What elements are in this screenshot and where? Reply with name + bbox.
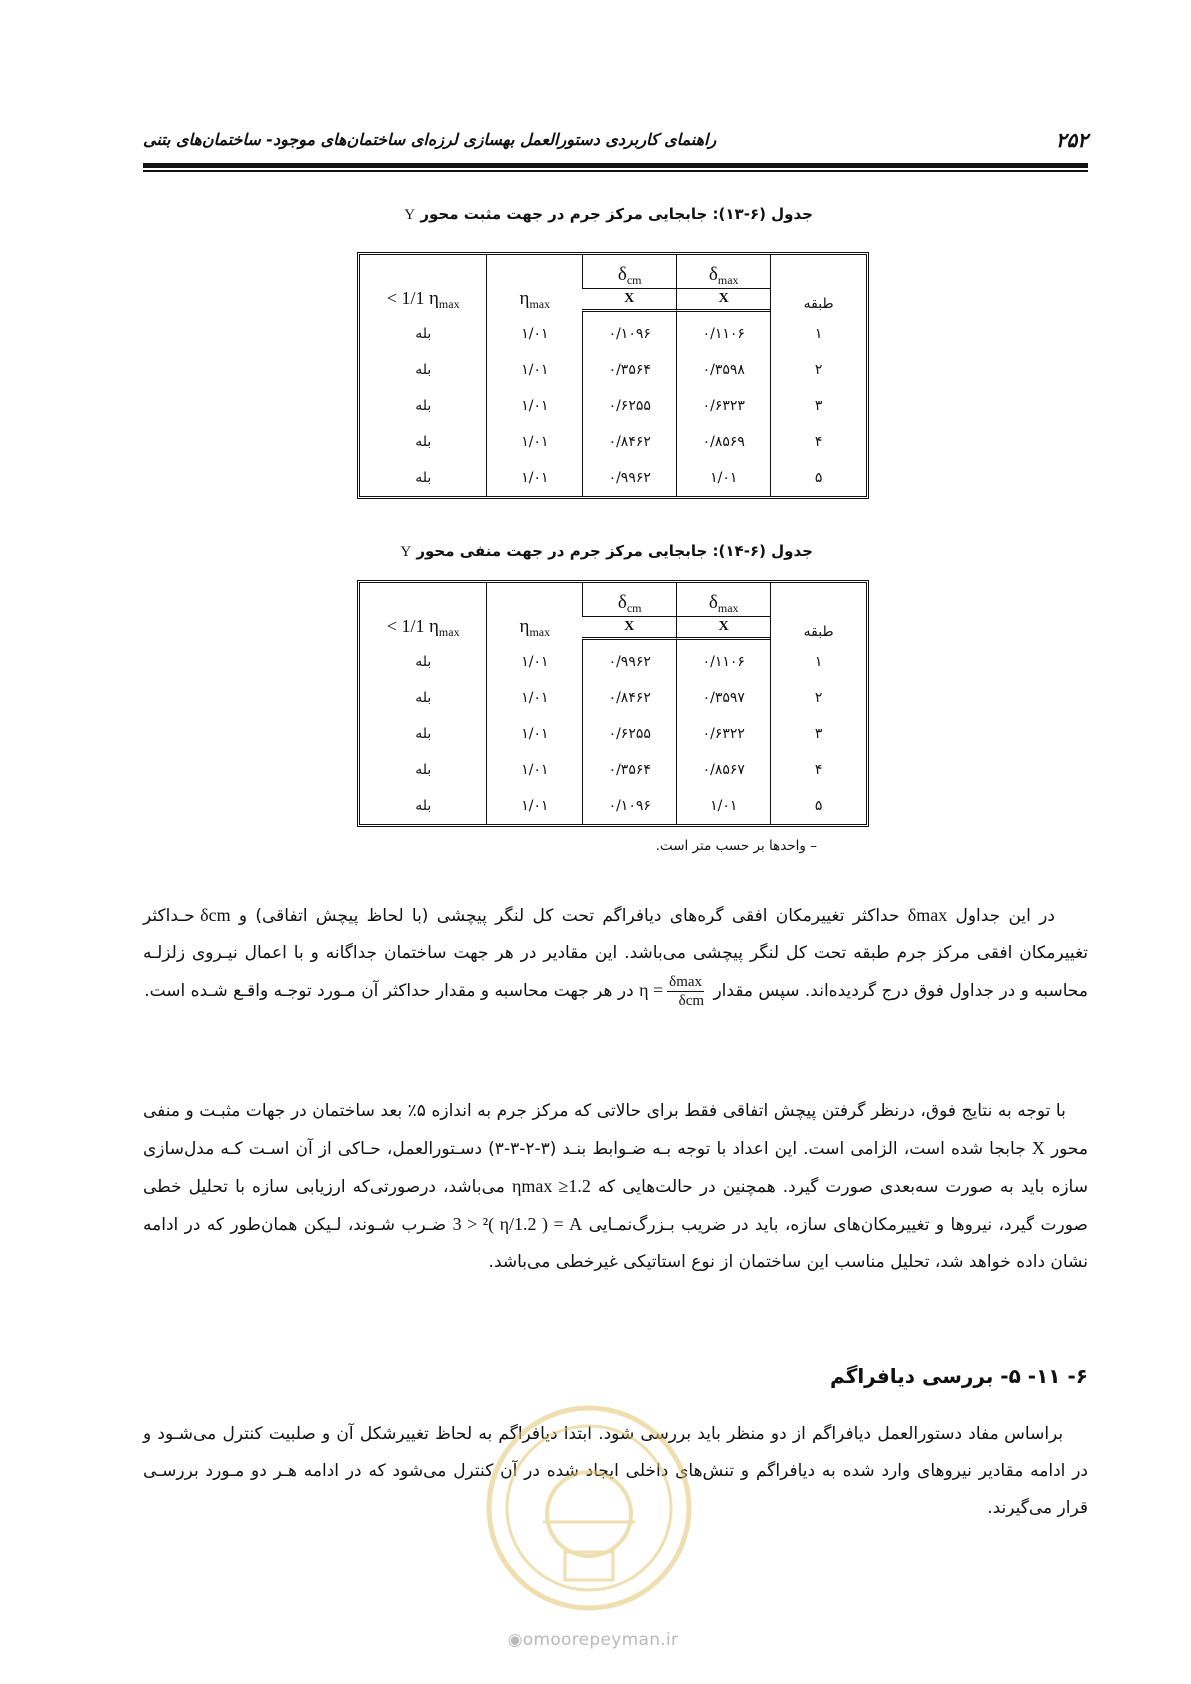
cell-delta-max: ۰/۳۵۹۷ [676, 680, 770, 716]
table-13-caption: جدول (۶-۱۳): جابجایی مرکز جرم در جهت مثبت محور Y [404, 205, 813, 223]
header-rule-thick [143, 163, 1088, 168]
table-row [360, 352, 866, 388]
cell-delta-max: ۰/۳۵۹۸ [676, 352, 770, 388]
header-story: طبقه [770, 583, 866, 640]
table-row [360, 388, 866, 424]
cell-check: بله [415, 398, 432, 414]
header-delta-max: δmax [676, 255, 770, 288]
amplification-formula: 3 > ²( η/1.2 ) = A [452, 1214, 583, 1234]
table-row [360, 460, 866, 496]
table-row [360, 424, 866, 460]
cell-delta-cm: ۰/۸۴۶۲ [582, 424, 676, 460]
cell-delta-max: ۰/۶۳۲۳ [676, 388, 770, 424]
cell-eta: ۱/۰۱ [486, 752, 582, 788]
cell-eta: ۱/۰۱ [486, 312, 582, 352]
header-direction-x: X [582, 616, 676, 640]
cell-story: ۵ [770, 788, 866, 824]
paragraph-results: با توجه به نتایج فوق، درنظر گرفتن پیچش اتفاقی فقط برای حالاتی که مرکز جرم به اندازه ۵٪ بعد ساختمان در جهات مثبـت و منفی محور X جابجا شده است، الزامی است. این اعداد با توجه بـه ضـوابط بنـد (۳-۲-۳-۳) دسـتورالعمل، حـاکی از آن اسـت کـه مدل‌سازی سازه باید به صورت سه‌بعدی صورت گیرد. همچنین در حالت‌هایی که ηmax ≥1.2 می‌باشد، درصورتی‌که ارزیابی سازه با تحلیل خطی صورت گیرد، نیروها و تغییرمکان‌های سازه، باید در ضریب بـزرگ‌نمـایی 3 > ²( η/1.2 ) = A ضـرب شـوند، لـیکن همان‌طور که در ادامه نشان داده خواهد شد، تحلیل مناسب این ساختمان از نوع استاتیکی غیرخطی می‌باشد. [143, 1101, 1089, 1272]
cell-delta-cm: ۰/۱۰۹۶ [582, 312, 676, 352]
cell-delta-max: ۰/۸۵۶۷ [676, 752, 770, 788]
cell-check: بله [415, 654, 432, 670]
cell-delta-cm: ۰/۹۹۶۲ [582, 460, 676, 496]
header-direction-x: X [582, 288, 676, 312]
cell-delta-max: ۰/۶۳۲۲ [676, 716, 770, 752]
cell-eta: ۱/۰۱ [486, 716, 582, 752]
table-row [360, 640, 866, 680]
header-eta-max: ηmax [486, 583, 582, 640]
header-condition: ηmax < 1/1 [386, 616, 460, 639]
cell-delta-cm: ۰/۶۲۵۵ [582, 388, 676, 424]
header-direction-x: X [676, 288, 770, 312]
cell-story: ۳ [770, 388, 866, 424]
header-condition: ηmax < 1/1 [386, 288, 460, 311]
cell-check: بله [415, 762, 432, 778]
cell-check: بله [415, 434, 432, 450]
header-delta-max: δmax [676, 583, 770, 616]
section-heading: ۶- ۱۱- ۵- بررسی دیافراگم [830, 1364, 1088, 1388]
cell-delta-cm: ۰/۱۰۹۶ [582, 788, 676, 824]
cell-delta-cm: ۰/۹۹۶۲ [582, 640, 676, 680]
cell-story: ۱ [770, 312, 866, 352]
cell-delta-cm: ۰/۳۵۶۴ [582, 752, 676, 788]
cell-delta-cm: ۰/۳۵۶۴ [582, 352, 676, 388]
cell-eta: ۱/۰۱ [486, 424, 582, 460]
cell-story: ۳ [770, 716, 866, 752]
cell-story: ۴ [770, 752, 866, 788]
header-title: راهنمای کاربردی دستورالعمل بهسازی لرزه‌ای ساختمان‌های موجود- ساختمان‌های بتنی [143, 130, 717, 149]
table-row [360, 312, 866, 352]
cell-check: بله [415, 362, 432, 378]
table-note: – واحدها بر حسب متر است. [655, 838, 817, 854]
cell-story: ۵ [770, 460, 866, 496]
paragraph-diaphragm: براساس مفاد دستورالعمل دیافراگم از دو منظر باید بررسی شود. ابتدا دیافراگم به لحاظ تغییرشکل آن و صلبیت کنترل می‌شـود و در ادامه مقادیر نیروهای وارد شده به دیافراگم و تنش‌های داخلی ایجاد شده در آن کنترل می‌شود که در ادامه هـر دو مـورد بررسـی قرار می‌گیرند. [143, 1424, 1088, 1518]
cell-delta-max: ۱/۰۱ [676, 460, 770, 496]
header-direction-x: X [676, 616, 770, 640]
cell-eta: ۱/۰۱ [486, 640, 582, 680]
watermark-seal-icon [483, 1402, 695, 1614]
watermark-site: ◉omoorepeyman.ir [507, 1630, 679, 1650]
page-number: ۲۵۲ [1055, 128, 1088, 152]
cell-delta-max: ۰/۸۵۶۹ [676, 424, 770, 460]
cell-check: بله [415, 798, 432, 814]
cell-eta: ۱/۰۱ [486, 388, 582, 424]
cell-check: بله [415, 470, 432, 486]
cell-delta-max: ۱/۰۱ [676, 788, 770, 824]
cell-check: بله [415, 726, 432, 742]
cell-delta-cm: ۰/۸۴۶۲ [582, 680, 676, 716]
table-14 [357, 580, 869, 827]
cell-story: ۲ [770, 352, 866, 388]
cell-eta: ۱/۰۱ [486, 680, 582, 716]
running-header [143, 128, 1088, 152]
table-row [360, 788, 866, 824]
cell-check: بله [415, 326, 432, 342]
cell-story: ۴ [770, 424, 866, 460]
cell-story: ۱ [770, 640, 866, 680]
table-14-caption: جدول (۶-۱۴): جابجایی مرکز جرم در جهت منفی محور Y [400, 542, 813, 560]
header-rule-thin [143, 170, 1088, 172]
cell-eta: ۱/۰۱ [486, 352, 582, 388]
paragraph-definitions: در این جداول δmax حداکثر تغییرمکان افقی گره‌های دیافراگم تحت کل لنگر پیچشی (با لحاظ پیچش اتفاقی) و δcm حـداکثر تغییرمکان افقی مرکز جرم طبقه تحت کل لنگر پیچشی می‌باشد. این مقادیر در هر جهت ساختمان جداگانه و با اعمال نیـروی زلزلـه محاسبه و در جداول فوق درج گردیده‌اند. سپس مقدار η = $\frac{\delta\max}{\text{δcm}}$ در هر جهت محاسبه و مقدار حداکثر آن مـورد توجـه واقـع شـده است. [143, 905, 1088, 1010]
header-story: طبقه [770, 255, 866, 312]
header-delta-cm: δcm [582, 255, 676, 288]
cell-eta: ۱/۰۱ [486, 460, 582, 496]
header-eta-max: ηmax [486, 255, 582, 312]
cell-delta-max: ۰/۱۱۰۶ [676, 640, 770, 680]
table-row [360, 752, 866, 788]
table-13 [357, 252, 869, 499]
cell-delta-cm: ۰/۶۲۵۵ [582, 716, 676, 752]
table-row [360, 716, 866, 752]
cell-eta: ۱/۰۱ [486, 788, 582, 824]
cell-story: ۲ [770, 680, 866, 716]
eta-formula: η = $\frac{\delta\max}{\text{δcm}}$ [639, 974, 705, 1010]
table-row [360, 680, 866, 716]
cell-check: بله [415, 690, 432, 706]
header-delta-cm: δcm [582, 583, 676, 616]
cell-delta-max: ۰/۱۱۰۶ [676, 312, 770, 352]
